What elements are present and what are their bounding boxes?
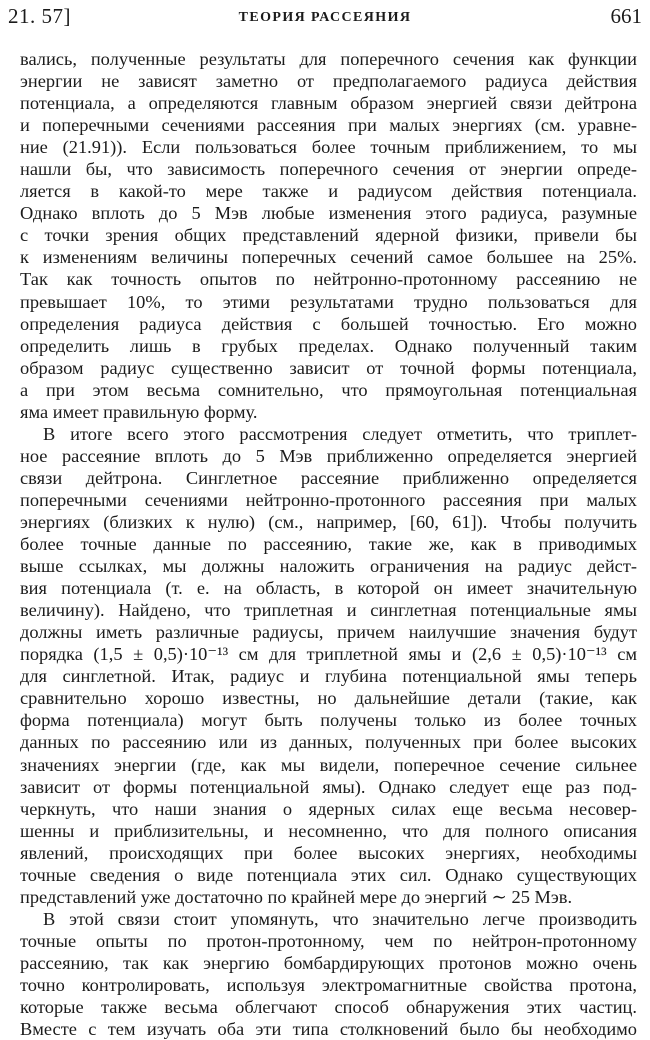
text-line: рассеянию, так как энергию бомбардирующих протонов можно очень	[20, 952, 637, 973]
text-line: точные опыты по протон-протонному, чем по нейтрон-протонному	[20, 930, 637, 951]
text-line: данных по рассеянию или из данных, полученных при более высоких	[20, 732, 637, 753]
text-line: и поперечными сечениями рассеяния при малых энергиях (см. уравне-	[20, 115, 637, 136]
text-line: точные сведения о виде потенциала этих сил. Однако существующих	[20, 864, 637, 885]
text-line: выше ссылках, мы должны наложить ограничения на радиус дейст-	[20, 556, 637, 577]
text-line: более точные данные по рассеянию, такие же, как в приводимых	[20, 534, 637, 555]
text-line: потенциала, а определяются главным образом энергией связи дейтрона	[20, 93, 637, 114]
text-line: связи дейтрона. Синглетное рассеяние приближенно определяется	[20, 467, 637, 488]
text-line: форма потенциала) могут быть получены только из более точных	[20, 710, 637, 731]
page-number: 661	[610, 4, 642, 28]
text-line: ние (21.91)). Если пользоваться более точным приближением, то мы	[20, 137, 637, 158]
text-line: представлений уже достаточно по крайней мере до энергий ∼ 25 Мэв.	[20, 886, 573, 907]
text-line: нашли бы, что зависимость поперечного сечения от энергии опреде-	[20, 159, 637, 180]
text-line: ное рассеяние вплоть до 5 Мэв приближенно определяется энергией	[20, 445, 637, 466]
text-line: Вместе с тем изучать оба эти типа столкновений было бы необходимо	[20, 1019, 637, 1040]
text-line: явлений, происходящих при более высоких энергиях, необходимы	[20, 842, 637, 863]
text-line: Так как точность опытов по нейтронно-протонному рассеянию не	[20, 269, 637, 290]
text-line: точно контролировать, используя электромагнитные свойства протона,	[20, 974, 637, 995]
text-line: энергии не зависят заметно от предполагаемого радиуса действия	[20, 71, 637, 92]
text-line: вались, полученные результаты для поперечного сечения как функции	[20, 49, 637, 69]
text-line: сравнительно хорошо известны, но дальнейшие детали (такие, как	[20, 688, 637, 709]
running-header	[0, 4, 650, 34]
text-line: шенны и приблизительны, и несомненно, что для полного описания	[20, 820, 637, 841]
text-line: ляется в какой-то мере также и радиусом действия потенциала.	[20, 181, 637, 202]
text-line: образом радиус существенно зависит от точной формы потенциала,	[20, 357, 637, 378]
text-line: значениях энергии (где, как мы видели, поперечное сечение сильнее	[20, 754, 637, 775]
text-line: а при этом весьма сомнительно, что прямоугольная потенциальная	[20, 379, 637, 400]
text-line: порядка (1,5 ± 0,5)·10⁻¹³ см для триплетной ямы и (2,6 ± 0,5)·10⁻¹³ см	[20, 644, 637, 665]
text-line: черкнуть, что наши знания о ядерных силах еще весьма несовер-	[20, 798, 637, 819]
text-line: энергиях (близких к нулю) (см., например, [60, 61]). Чтобы получить	[20, 511, 637, 532]
text-line: В этой связи стоит упомянуть, что значительно легче производить	[43, 908, 637, 929]
text-line: к изменениям величины поперечных сечений самое большее на 25%.	[20, 247, 637, 268]
text-line: определить лишь в грубых пределах. Однако полученный таким	[20, 335, 637, 356]
section-reference: 21. 57]	[8, 4, 71, 28]
text-line: яма имеет правильную форму.	[20, 401, 258, 422]
text-line: поперечными сечениями нейтронно-протонного рассеяния при малых	[20, 489, 637, 510]
running-title: ТЕОРИЯ РАССЕЯНИЯ	[238, 10, 412, 25]
body-text	[20, 48, 637, 1040]
text-line: превышает 10%, то этими результатами трудно пользоваться для	[20, 291, 637, 312]
text-line: определения радиуса действия с большей точностью. Его можно	[20, 313, 637, 334]
text-line: для синглетной. Итак, радиус и глубина потенциальной ямы теперь	[20, 666, 637, 687]
text-line: Однако вплоть до 5 Мэв любые изменения этого радиуса, разумные	[20, 203, 637, 224]
text-line: величину). Найдено, что триплетная и синглетная потенциальные ямы	[20, 600, 637, 621]
text-line: с точки зрения общих представлений ядерной физики, привели бы	[20, 225, 637, 246]
text-line: В итоге всего этого рассмотрения следует отметить, что триплет-	[43, 423, 637, 444]
text-line: которые также весьма облегчают способ обнаружения этих частиц.	[20, 997, 637, 1018]
text-line: вия потенциала (т. е. на область, в которой он имеет значительную	[20, 578, 637, 599]
text-line: должны иметь различные радиусы, причем наилучшие значения будут	[20, 622, 637, 643]
text-line: зависит от формы потенциальной ямы). Однако следует еще раз под-	[20, 776, 637, 797]
